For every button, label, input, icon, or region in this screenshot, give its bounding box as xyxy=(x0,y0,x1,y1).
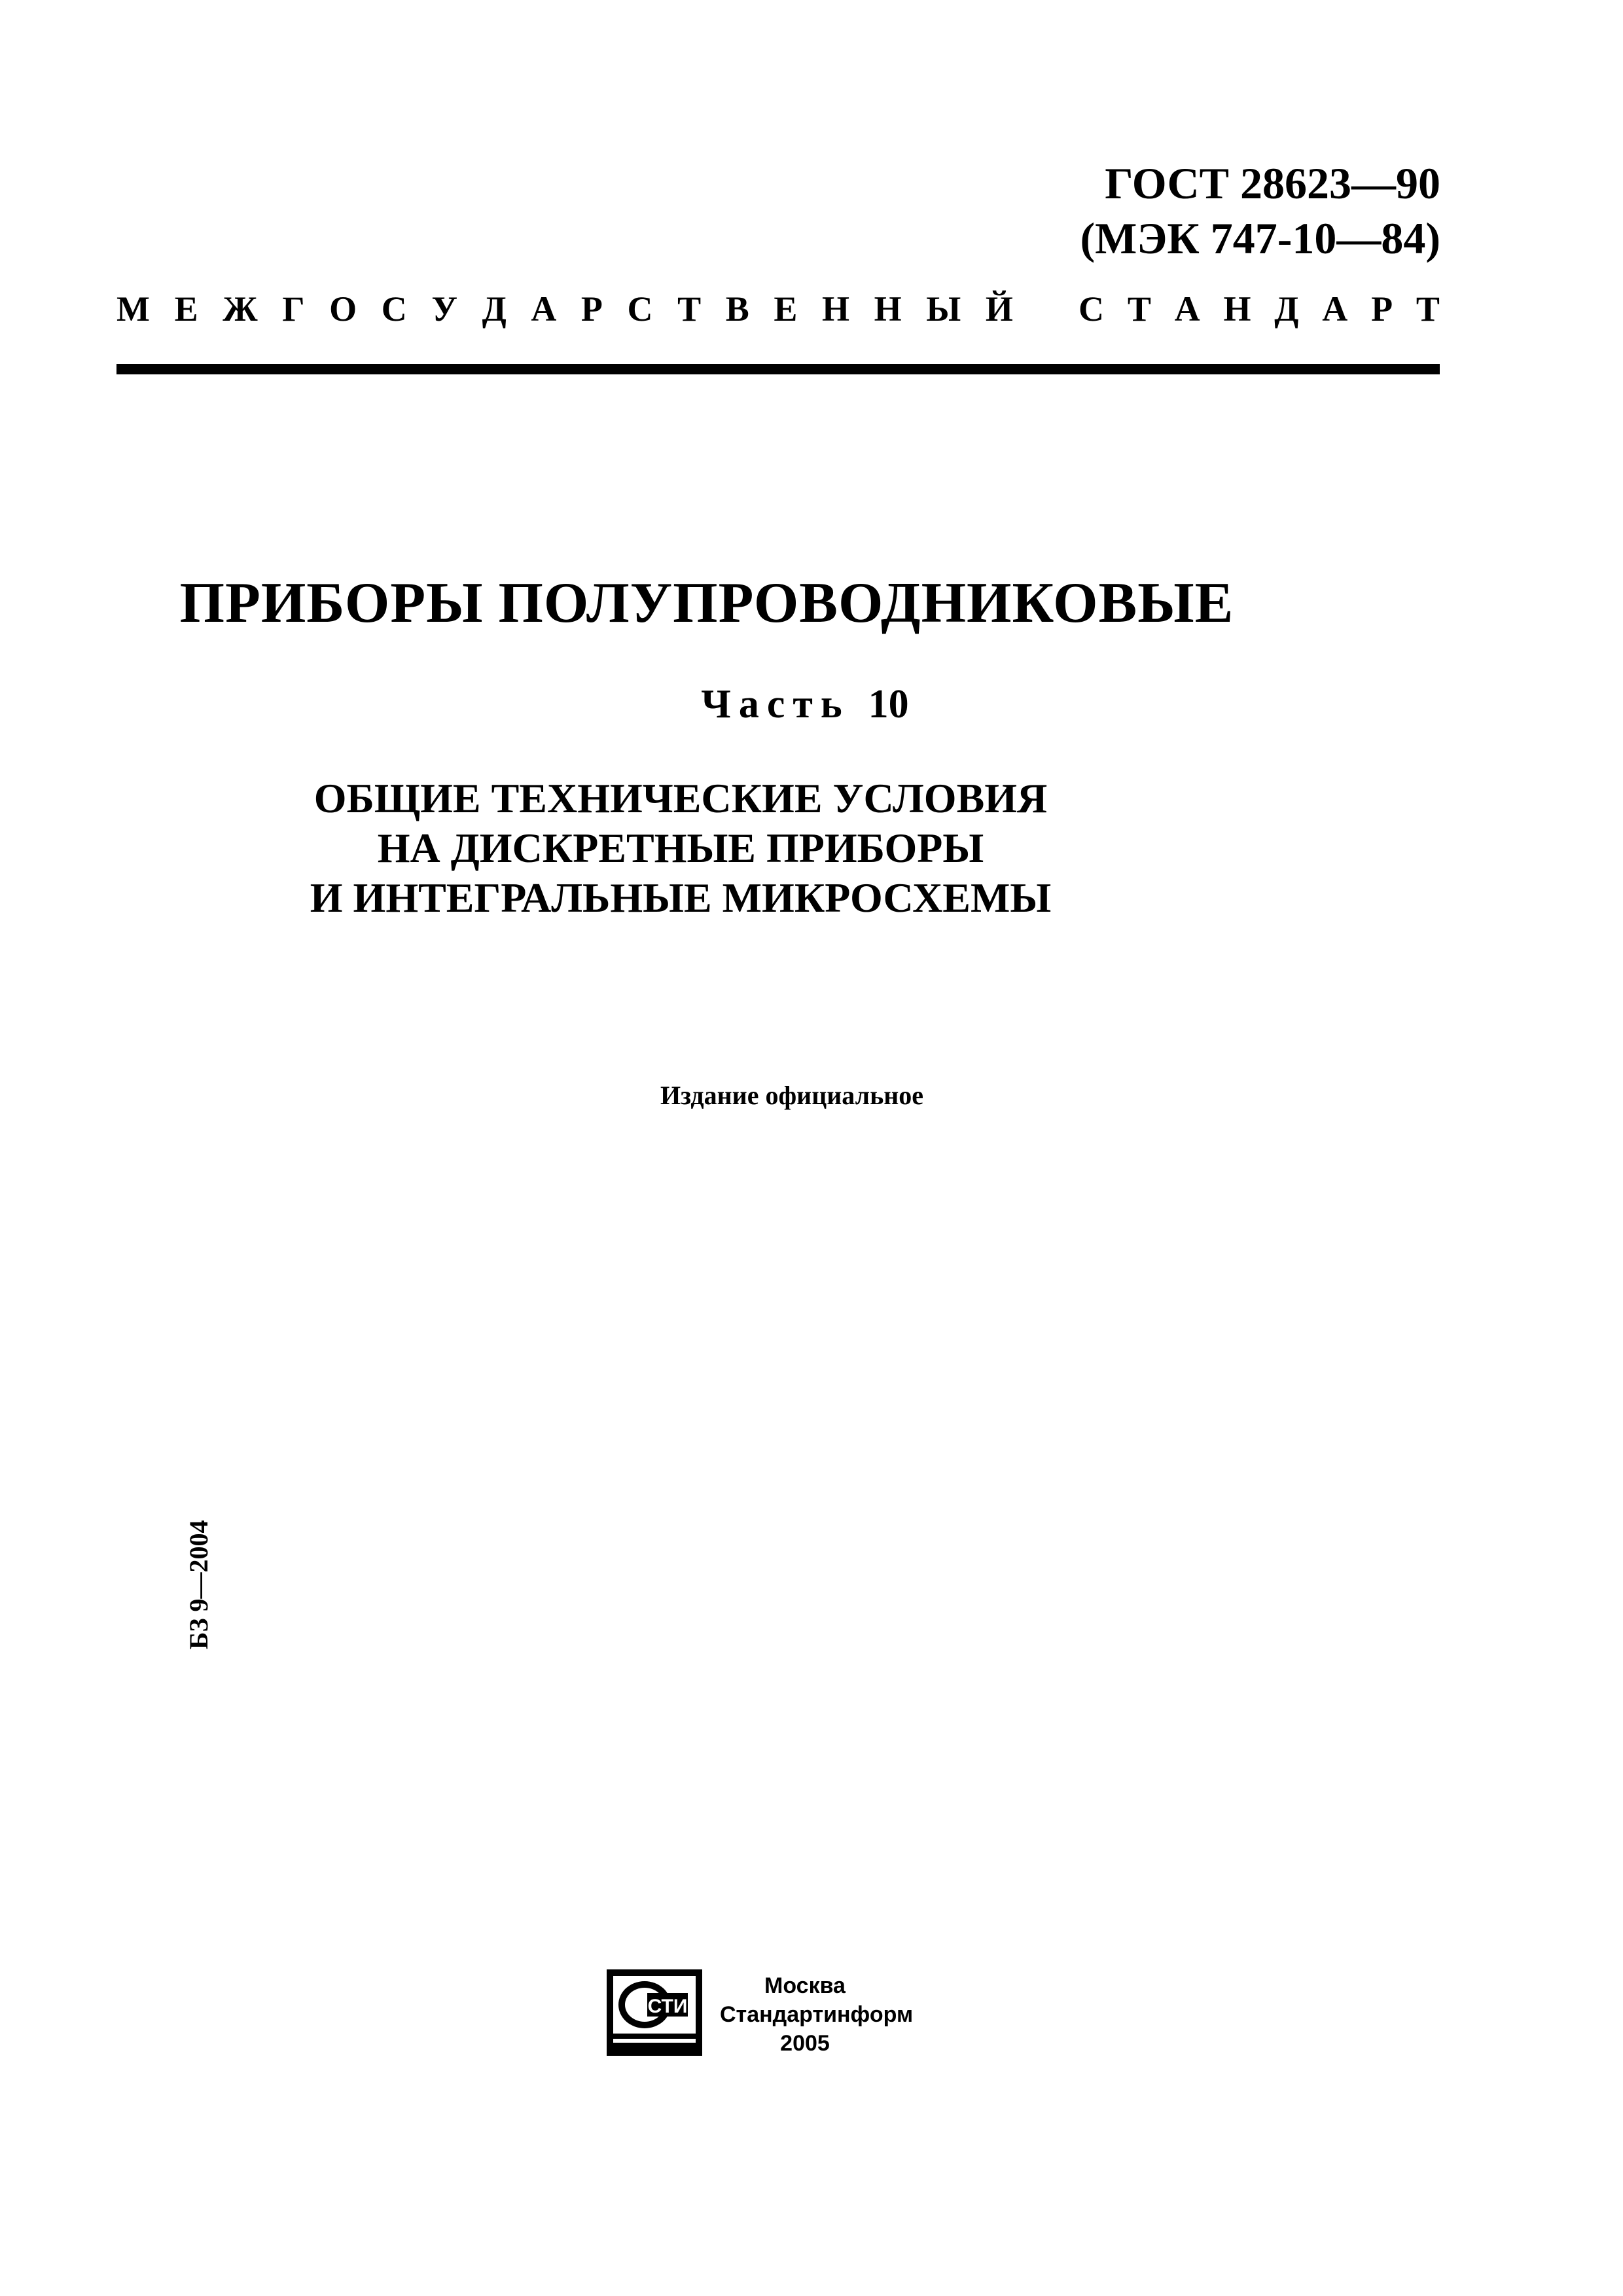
heading-word-standard xyxy=(1079,288,1440,330)
heading-letter: А xyxy=(1322,289,1348,329)
publisher-name: Стандартинформ xyxy=(720,2002,914,2027)
heading-letter: Ы xyxy=(926,289,961,329)
heading-letter: Г xyxy=(282,289,305,329)
heading-letter: Ж xyxy=(223,289,258,329)
subtitle-line: ОБЩИЕ ТЕХНИЧЕСКИЕ УСЛОВИЯ xyxy=(313,775,1048,821)
document-title: ПРИБОРЫ ПОЛУПРОВОДНИКОВЫЕ xyxy=(179,571,1234,635)
edition-label: Издание официальное xyxy=(660,1081,924,1110)
part-number: 10 xyxy=(868,682,909,726)
heading-letter: Д xyxy=(1274,289,1299,329)
heading-letter: Н xyxy=(1223,289,1251,329)
heading-letter: Т xyxy=(1127,289,1151,329)
heading-letter: В xyxy=(725,289,749,329)
subtitle-line: И ИНТЕГРАЛЬНЫЕ МИКРОСХЕМЫ xyxy=(310,874,1052,921)
heading-letter: Н xyxy=(821,289,849,329)
heading-letter: Е xyxy=(774,289,798,329)
publisher-city: Москва xyxy=(764,1973,846,1998)
heading-letter: Р xyxy=(580,289,603,329)
heading-letter: А xyxy=(531,289,557,329)
heading-letter: С xyxy=(381,289,407,329)
heading-letter: Е xyxy=(174,289,198,329)
document-subtitle xyxy=(0,774,1361,923)
heading-letter: Д xyxy=(482,289,507,329)
heading-letter: А xyxy=(1174,289,1200,329)
heading-letter: Т xyxy=(677,289,702,329)
side-catalog-code: БЗ 9—2004 xyxy=(184,1520,213,1649)
heading-letter: О xyxy=(329,289,357,329)
heading-letter: М xyxy=(116,289,150,329)
iec-code: (МЭК 747-10—84) xyxy=(1080,213,1440,263)
publisher-block xyxy=(720,1971,914,2058)
publisher-year: 2005 xyxy=(780,2031,830,2056)
heading-divider xyxy=(116,364,1440,374)
heading-letter: Т xyxy=(1416,289,1440,329)
heading-letter: С xyxy=(1079,289,1104,329)
part-heading xyxy=(0,681,1610,728)
gost-code: ГОСТ 28623—90 xyxy=(1105,158,1440,208)
part-label: Часть xyxy=(701,682,850,726)
heading-letter: Н xyxy=(874,289,902,329)
publisher-logo-icon xyxy=(605,1967,704,2058)
interstate-standard-heading xyxy=(116,288,1440,330)
heading-word-interstate xyxy=(116,288,1013,330)
subtitle-line: НА ДИСКРЕТНЫЕ ПРИБОРЫ xyxy=(377,825,984,871)
heading-letter: Й xyxy=(985,289,1013,329)
heading-letter: У xyxy=(431,289,457,329)
document-code xyxy=(1080,156,1440,266)
heading-letter: С xyxy=(627,289,653,329)
logo-lettering: СТИ xyxy=(647,1996,688,2017)
heading-letter: Р xyxy=(1371,289,1393,329)
